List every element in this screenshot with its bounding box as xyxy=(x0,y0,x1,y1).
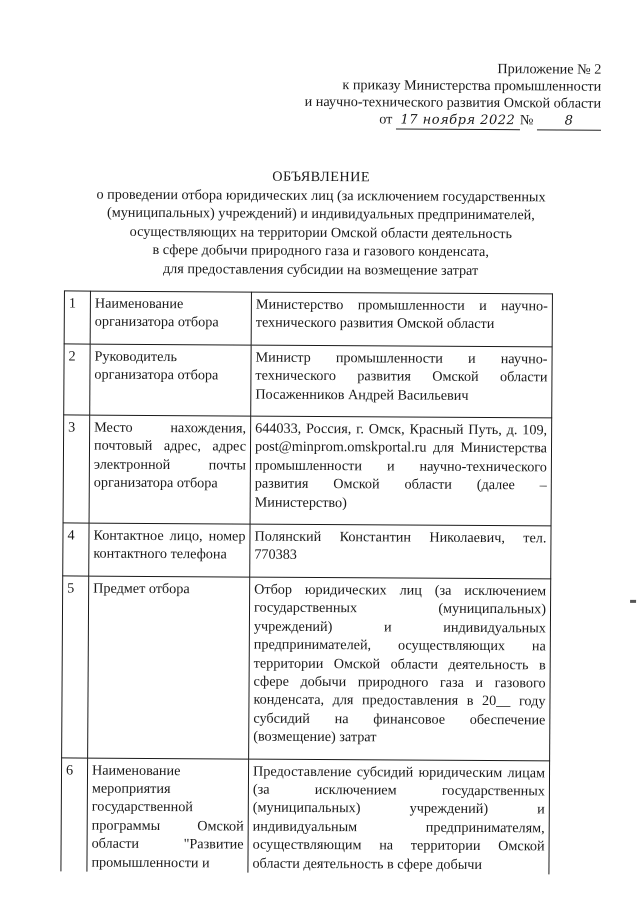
row-label: Место нахождения, почтовый адрес, адрес электронной почты организатора отбора xyxy=(89,415,251,524)
row-value: Министр промышленности и научно-технического развития Омской области Посаженников Андрей Васильевич xyxy=(251,345,552,418)
announcement-heading: ОБЪЯВЛЕНИЕ xyxy=(272,168,371,186)
appendix-title: Приложение № 2 xyxy=(497,61,602,78)
handwritten-date: 17 ноября 2022 xyxy=(396,111,520,130)
number-sign: № xyxy=(519,112,534,129)
row-label: Наименование организатора отбора xyxy=(90,291,251,345)
row-number: 6 xyxy=(61,757,88,871)
table-row xyxy=(61,757,550,874)
appendix-ministry: и научно-технического развития Омской области xyxy=(304,93,602,112)
row-label: Руководитель организатора отбора xyxy=(90,344,251,416)
row-number: 2 xyxy=(64,344,90,415)
row-value: Предоставление субсидий юридическим лицам (за исключением государственных (муниципальных) учреждений) и индивидуальным предпринимателям, осуществляющим на территории Омской области деятельность в сфере добычи xyxy=(248,759,550,875)
table-row xyxy=(64,344,552,418)
title-line-5: для предоставления субсидии на возмещение затрат xyxy=(162,261,479,279)
scan-edge-mark xyxy=(630,600,636,603)
appendix-header xyxy=(221,59,601,130)
title-line-1: о проведении отбора юридических лиц (за исключением государственных xyxy=(96,186,546,205)
date-prefix: от xyxy=(379,111,393,128)
title-line-2: (муниципальных) учреждений) и индивидуальных предпринимателей, xyxy=(106,204,535,224)
title-line-4: в сфере добычи природного газа и газового конденсата, xyxy=(152,242,489,261)
row-label: Предмет отбора xyxy=(88,576,250,759)
row-label: Контактное лицо, номер контактного телефона xyxy=(89,523,250,577)
row-label: Наименование мероприятия государственной программы Омской области "Развитие промышленности и xyxy=(87,758,249,873)
row-value: Министерство промышленности и научно-технического развития Омской области xyxy=(251,292,552,347)
announcement-table xyxy=(60,290,553,874)
title-line-3: осуществляющих на территории Омской области деятельность xyxy=(129,223,512,242)
row-number: 1 xyxy=(64,291,90,344)
table-row xyxy=(63,415,552,526)
row-number: 5 xyxy=(62,576,89,758)
row-number: 3 xyxy=(63,415,90,523)
handwritten-order-number: 8 xyxy=(537,112,601,130)
appendix-order-ref: к приказу Министерства промышленности xyxy=(342,77,602,95)
table-row xyxy=(62,576,551,761)
order-date-line xyxy=(221,110,601,130)
announcement-title xyxy=(41,166,601,281)
row-number: 4 xyxy=(63,523,89,576)
row-value: 644033, Россия, г. Омск, Красный Путь, д. 109, post@minprom.omskportal.ru для Министерства промышленности и научно-технического развития Омской области (далее – Министерство) xyxy=(250,416,552,526)
table-row xyxy=(64,291,552,347)
table-row xyxy=(63,523,551,579)
row-value: Отбор юридических лиц (за исключением государственных (муниципальных) учреждений) и индивидуальных предпринимателей, осуществляющих на территории Омской области деятельность в сфере добычи природного газа и газового конденсата, для предоставления в 20__ году субсидий на финансовое обеспечение (возмещение) затрат xyxy=(249,577,551,760)
row-value: Полянский Константин Николаевич, тел. 770383 xyxy=(250,524,551,579)
